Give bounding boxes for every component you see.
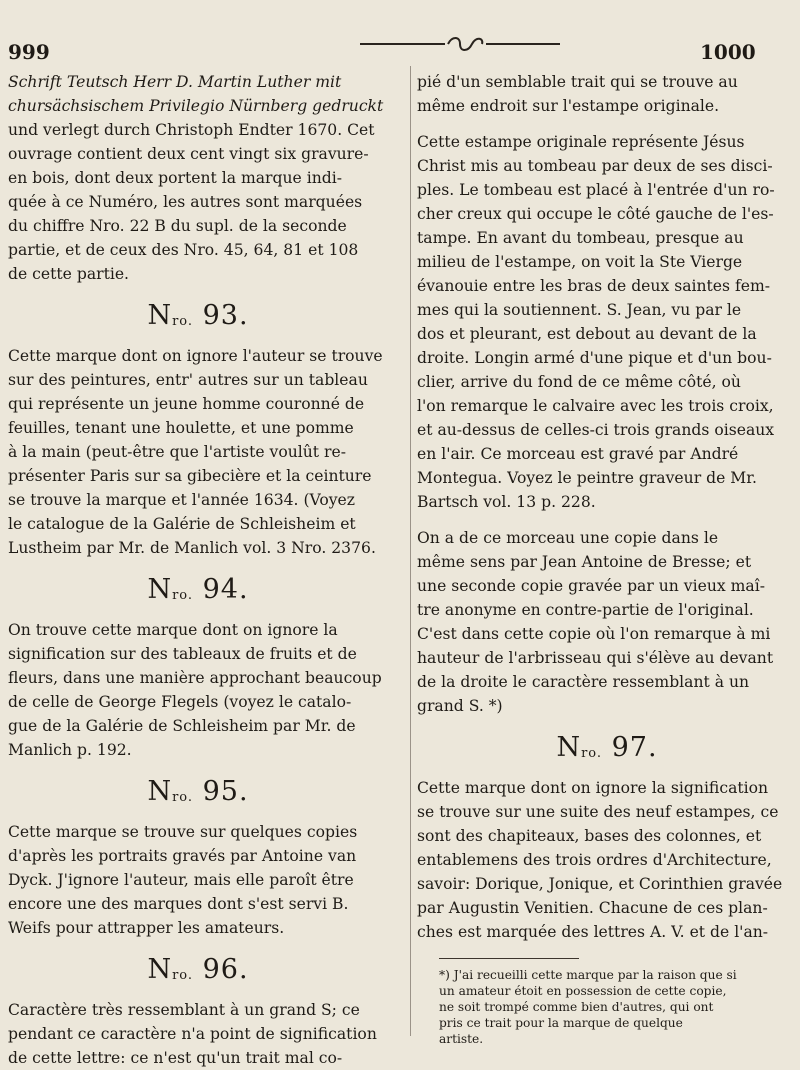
text-line: C'est dans cette copie où l'on remarque à mi	[417, 625, 771, 643]
text-line: entablemens des trois ordres d'Architecture,	[417, 851, 772, 869]
text-line: du chiffre Nro. 22 B du supl. de la seconde	[8, 217, 347, 235]
text-line: ouvrage contient deux cent vingt six gravure-	[8, 145, 369, 163]
text-line: pendant ce caractère n'a point de signification	[8, 1025, 377, 1043]
header-ornament-icon	[360, 32, 560, 56]
text-line: sur des peintures, entr' autres sur un tableau	[8, 371, 368, 389]
entry-93-text	[8, 344, 388, 560]
text-line: tampe. En avant du tombeau, presque au	[417, 229, 744, 247]
text-line: de la droite le caractère ressemblant à un	[417, 673, 750, 691]
text-line: Cette estampe originale représente Jésus	[417, 133, 745, 151]
text-line: se trouve la marque et l'année 1634. (Voyez	[8, 491, 355, 509]
text-line: pié d'un semblable trait qui se trouve au	[417, 73, 738, 91]
text-line: Lustheim par Mr. de Manlich vol. 3 Nro. 2376.	[8, 539, 376, 557]
description-paragraph	[417, 130, 797, 514]
text-line: und verlegt durch Christoph Endter 1670. Cet	[8, 121, 375, 139]
column-divider	[410, 66, 411, 1036]
text-line: Cette marque dont on ignore la signification	[417, 779, 769, 797]
footnote-line: ne soit trompé comme bien d'autres, qui ont	[439, 1000, 714, 1014]
footnote-rule	[439, 958, 579, 959]
page-number-right: 1000	[700, 40, 756, 64]
text-line: droite. Longin armé d'une pique et d'un bou-	[417, 349, 772, 367]
entry-number-97: $N^{ro.}$ 97.	[556, 732, 658, 763]
entry-94-text	[8, 618, 388, 762]
text-line: évanouie entre les bras de deux saintes fem-	[417, 277, 771, 295]
text-line: et au-dessus de celles-ci trois grands oiseaux	[417, 421, 775, 439]
text-line: Schrift Teutsch Herr D. Martin Luther mit	[8, 73, 342, 91]
text-line: Bartsch vol. 13 p. 228.	[417, 493, 596, 511]
text-line: de cette partie.	[8, 265, 130, 283]
text-line: ches est marquée des lettres A. V. et de l'an-	[417, 923, 769, 941]
text-line: même sens par Jean Antoine de Bresse; et	[417, 553, 752, 571]
text-line: Manlich p. 192.	[8, 741, 132, 759]
text-line: feuilles, tenant une houlette, et une pomme	[8, 419, 354, 437]
text-line: mes qui la soutiennent. S. Jean, vu par le	[417, 301, 742, 319]
text-line: de cette lettre: ce n'est qu'un trait mal co-	[8, 1049, 343, 1067]
intro-paragraph	[8, 70, 388, 286]
text-line: gue de la Galérie de Schleisheim par Mr. de	[8, 717, 356, 735]
text-line: sont des chapiteaux, bases des colonnes, et	[417, 827, 762, 845]
entry-number-94: $N^{ro.}$ 94.	[147, 574, 249, 605]
text-line: de celle de George Flegels (voyez le catalo-	[8, 693, 352, 711]
text-line: une seconde copie gravée par un vieux maî-	[417, 577, 765, 595]
text-line: Cette marque dont on ignore l'auteur se trouve	[8, 347, 383, 365]
text-line: d'après les portraits gravés par Antoine van	[8, 847, 357, 865]
text-line: clier, arrive du fond de ce même côté, où	[417, 373, 741, 391]
entry-96-text	[8, 998, 388, 1070]
text-line: quée à ce Numéro, les autres sont marquées	[8, 193, 363, 211]
text-line: même endroit sur l'estampe originale.	[417, 97, 720, 115]
text-line: hauteur de l'arbrisseau qui s'élève au devant	[417, 649, 774, 667]
right-column	[417, 70, 797, 1047]
text-line: On trouve cette marque dont on ignore la	[8, 621, 338, 639]
text-line: le catalogue de la Galérie de Schleisheim et	[8, 515, 356, 533]
text-line: l'on remarque le calvaire avec les trois croix,	[417, 397, 774, 415]
entry-number-93: $N^{ro.}$ 93.	[147, 300, 249, 331]
footnote-line: artiste.	[439, 1032, 484, 1046]
text-line: par Augustin Venitien. Chacune de ces plan-	[417, 899, 768, 917]
footnote-line: *) J'ai recueilli cette marque par la raison que si	[439, 968, 737, 982]
text-line: Montegua. Voyez le peintre graveur de Mr.	[417, 469, 757, 487]
left-column	[8, 70, 388, 1070]
entry-number-95: $N^{ro.}$ 95.	[147, 776, 249, 807]
text-line: tre anonyme en contre-partie de l'original.	[417, 601, 754, 619]
text-line: Weifs pour attrapper les amateurs.	[8, 919, 285, 937]
footnote-line: pris ce trait pour la marque de quelque	[439, 1016, 683, 1030]
text-line: présenter Paris sur sa gibecière et la ceinture	[8, 467, 372, 485]
footnote	[417, 967, 797, 1047]
text-line: ples. Le tombeau est placé à l'entrée d'un ro-	[417, 181, 775, 199]
text-line: en l'air. Ce morceau est gravé par André	[417, 445, 739, 463]
text-line: Dyck. J'ignore l'auteur, mais elle paroît être	[8, 871, 354, 889]
text-line: encore une des marques dont s'est servi B.	[8, 895, 349, 913]
entry-number-96: $N^{ro.}$ 96.	[147, 954, 249, 985]
text-line: à la main (peut-être que l'artiste voulût re-	[8, 443, 346, 461]
text-line: savoir: Dorique, Jonique, et Corinthien gravée	[417, 875, 783, 893]
copy-paragraph	[417, 526, 797, 718]
text-line: Caractère très ressemblant à un grand S; ce	[8, 1001, 360, 1019]
text-line: qui représente un jeune homme couronné de	[8, 395, 365, 413]
text-line: signification sur des tableaux de fruits et de	[8, 645, 357, 663]
entry-95-text	[8, 820, 388, 940]
text-line: grand S. *)	[417, 697, 503, 715]
text-line: en bois, dont deux portent la marque indi-	[8, 169, 342, 187]
text-line: dos et pleurant, est debout au devant de la	[417, 325, 757, 343]
page-number-left: 999	[8, 40, 50, 64]
text-line: cher creux qui occupe le côté gauche de l'es-	[417, 205, 774, 223]
text-line: On a de ce morceau une copie dans le	[417, 529, 719, 547]
text-line: Cette marque se trouve sur quelques copies	[8, 823, 358, 841]
continuation-paragraph	[417, 70, 797, 118]
text-line: se trouve sur une suite des neuf estampes, ce	[417, 803, 779, 821]
text-line: chursächsischem Privilegio Nürnberg gedruckt	[8, 97, 384, 115]
text-line: Christ mis au tombeau par deux de ses disci-	[417, 157, 773, 175]
text-line: milieu de l'estampe, on voit la Ste Vierge	[417, 253, 743, 271]
text-line: partie, et de ceux des Nro. 45, 64, 81 et 108	[8, 241, 359, 259]
text-line: fleurs, dans une manière approchant beaucoup	[8, 669, 382, 687]
entry-97-text	[417, 776, 797, 944]
footnote-line: un amateur étoit en possession de cette copie,	[439, 984, 727, 998]
